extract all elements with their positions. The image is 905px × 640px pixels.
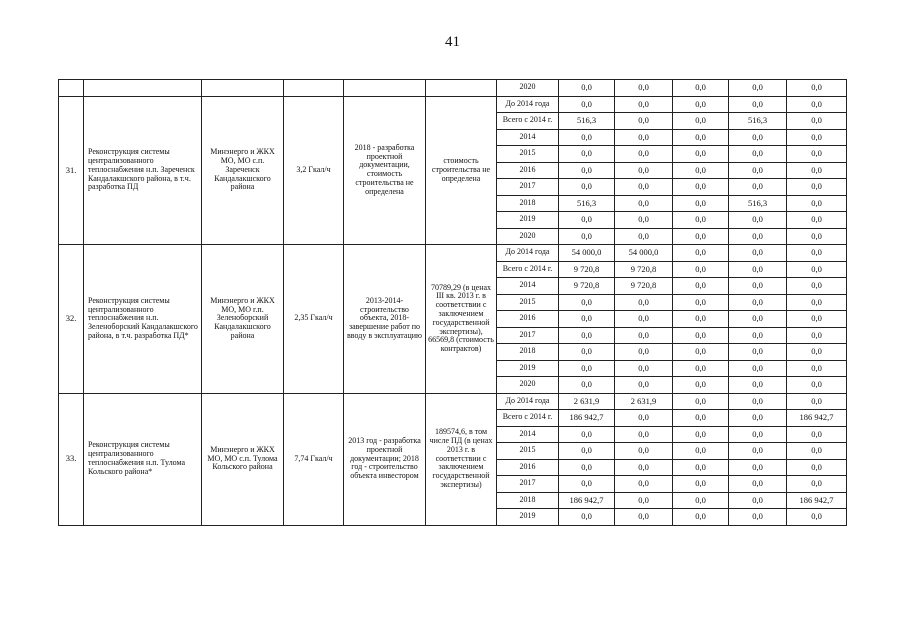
value-cell: 0,0 bbox=[729, 492, 787, 509]
value-cell: 9 720,8 bbox=[559, 261, 615, 278]
value-cell: 0,0 bbox=[787, 162, 847, 179]
investment-table bbox=[58, 79, 847, 526]
value-cell: 0,0 bbox=[729, 245, 787, 262]
value-cell: 0,0 bbox=[559, 360, 615, 377]
value-cell: 0,0 bbox=[729, 377, 787, 394]
year-cell: 2016 bbox=[497, 162, 559, 179]
value-cell: 0,0 bbox=[787, 129, 847, 146]
value-cell: 0,0 bbox=[673, 212, 729, 229]
value-cell: 0,0 bbox=[615, 476, 673, 493]
value-cell: 54 000,0 bbox=[615, 245, 673, 262]
value-cell: 0,0 bbox=[787, 311, 847, 328]
value-cell: 0,0 bbox=[615, 360, 673, 377]
cell-blank bbox=[202, 80, 284, 97]
year-cell: 2017 bbox=[497, 327, 559, 344]
year-cell: 2016 bbox=[497, 459, 559, 476]
value-cell: 0,0 bbox=[787, 179, 847, 196]
value-cell: 0,0 bbox=[729, 129, 787, 146]
value-cell: 516,3 bbox=[729, 113, 787, 130]
value-cell: 0,0 bbox=[673, 129, 729, 146]
row-number: 32. bbox=[59, 245, 84, 394]
value-cell: 0,0 bbox=[615, 212, 673, 229]
value-cell: 0,0 bbox=[559, 327, 615, 344]
value-cell: 0,0 bbox=[615, 113, 673, 130]
value-cell: 0,0 bbox=[729, 360, 787, 377]
value-cell: 0,0 bbox=[673, 179, 729, 196]
value-cell: 0,0 bbox=[729, 410, 787, 427]
year-cell: Всего с 2014 г. bbox=[497, 261, 559, 278]
value-cell: 0,0 bbox=[615, 228, 673, 245]
value-cell: 0,0 bbox=[787, 113, 847, 130]
value-cell: 0,0 bbox=[729, 80, 787, 97]
value-cell: 0,0 bbox=[673, 509, 729, 526]
year-cell: 2017 bbox=[497, 476, 559, 493]
value-cell: 0,0 bbox=[787, 476, 847, 493]
capacity-cell: 2,35 Гкал/ч bbox=[284, 245, 344, 394]
value-cell: 0,0 bbox=[729, 393, 787, 410]
value-cell: 0,0 bbox=[729, 443, 787, 460]
value-cell: 0,0 bbox=[673, 443, 729, 460]
value-cell: 0,0 bbox=[615, 311, 673, 328]
year-cell: 2015 bbox=[497, 443, 559, 460]
value-cell: 0,0 bbox=[673, 311, 729, 328]
value-cell: 0,0 bbox=[559, 96, 615, 113]
cost-cell: 70789,29 (в ценах III кв. 2013 г. в соответствии с заключением государственной экспертизы), 66569,8 (стоимость контрактов) bbox=[426, 245, 497, 394]
value-cell: 0,0 bbox=[673, 261, 729, 278]
table-body bbox=[59, 80, 847, 526]
row-number: 33. bbox=[59, 393, 84, 525]
period-cell: 2013-2014- строительство объекта, 2018- завершение работ по вводу в эксплуатацию bbox=[344, 245, 426, 394]
year-cell: 2015 bbox=[497, 294, 559, 311]
project-name: Реконструкция системы централизованного теплоснабжения н.п. Зареченск Кандалакшского района, в т.ч. разработка ПД bbox=[84, 96, 202, 245]
year-cell: До 2014 года bbox=[497, 96, 559, 113]
responsible-cell: Минэнерго и ЖКХ МО, МО с.п. Тулома Кольского района bbox=[202, 393, 284, 525]
value-cell: 0,0 bbox=[729, 294, 787, 311]
value-cell: 0,0 bbox=[615, 426, 673, 443]
value-cell: 0,0 bbox=[559, 426, 615, 443]
value-cell: 0,0 bbox=[673, 344, 729, 361]
cell-blank bbox=[59, 80, 84, 97]
value-cell: 0,0 bbox=[615, 327, 673, 344]
value-cell: 0,0 bbox=[673, 195, 729, 212]
cell-blank bbox=[344, 80, 426, 97]
period-cell: 2013 год - разработка проектной документации; 2018 год - строительство объекта инвестором bbox=[344, 393, 426, 525]
value-cell: 0,0 bbox=[729, 162, 787, 179]
value-cell: 186 942,7 bbox=[787, 410, 847, 427]
value-cell: 2 631,9 bbox=[559, 393, 615, 410]
year-cell: Всего с 2014 г. bbox=[497, 113, 559, 130]
value-cell: 2 631,9 bbox=[615, 393, 673, 410]
value-cell: 0,0 bbox=[673, 113, 729, 130]
year-cell: 2015 bbox=[497, 146, 559, 163]
value-cell: 0,0 bbox=[673, 278, 729, 295]
value-cell: 0,0 bbox=[559, 509, 615, 526]
cell-blank bbox=[84, 80, 202, 97]
value-cell: 0,0 bbox=[729, 459, 787, 476]
value-cell: 0,0 bbox=[729, 146, 787, 163]
table-row bbox=[59, 96, 847, 113]
capacity-cell: 7,74 Гкал/ч bbox=[284, 393, 344, 525]
value-cell: 0,0 bbox=[559, 80, 615, 97]
value-cell: 0,0 bbox=[673, 146, 729, 163]
value-cell: 9 720,8 bbox=[615, 278, 673, 295]
value-cell: 0,0 bbox=[559, 228, 615, 245]
value-cell: 0,0 bbox=[787, 261, 847, 278]
value-cell: 516,3 bbox=[559, 113, 615, 130]
value-cell: 0,0 bbox=[729, 96, 787, 113]
responsible-cell: Минэнерго и ЖКХ МО, МО с.п. Зареченск Кандалакшского района bbox=[202, 96, 284, 245]
period-cell: 2018 - разработка проектной документации, стоимость строительства не определена bbox=[344, 96, 426, 245]
value-cell: 0,0 bbox=[729, 212, 787, 229]
page-number: 41 bbox=[445, 34, 460, 50]
value-cell: 0,0 bbox=[673, 80, 729, 97]
table-row bbox=[59, 393, 847, 410]
value-cell: 0,0 bbox=[559, 146, 615, 163]
value-cell: 516,3 bbox=[729, 195, 787, 212]
value-cell: 0,0 bbox=[615, 410, 673, 427]
value-cell: 186 942,7 bbox=[559, 410, 615, 427]
value-cell: 0,0 bbox=[787, 80, 847, 97]
value-cell: 0,0 bbox=[615, 146, 673, 163]
year-cell: До 2014 года bbox=[497, 245, 559, 262]
value-cell: 0,0 bbox=[615, 344, 673, 361]
value-cell: 0,0 bbox=[787, 509, 847, 526]
capacity-cell: 3,2 Гкал/ч bbox=[284, 96, 344, 245]
value-cell: 0,0 bbox=[615, 492, 673, 509]
value-cell: 0,0 bbox=[615, 509, 673, 526]
cost-cell: 189574,6, в том числе ПД (в ценах 2013 г. в соответствии с заключением государственной экспертизы) bbox=[426, 393, 497, 525]
value-cell: 0,0 bbox=[787, 278, 847, 295]
value-cell: 0,0 bbox=[615, 129, 673, 146]
project-name: Реконструкция системы централизованного теплоснабжения н.п. Зеленоборский Кандалакшского района, в т.ч. разработка ПД* bbox=[84, 245, 202, 394]
year-cell: 2020 bbox=[497, 228, 559, 245]
value-cell: 0,0 bbox=[615, 443, 673, 460]
year-cell: 2014 bbox=[497, 426, 559, 443]
value-cell: 0,0 bbox=[559, 443, 615, 460]
value-cell: 0,0 bbox=[559, 377, 615, 394]
value-cell: 0,0 bbox=[673, 327, 729, 344]
value-cell: 0,0 bbox=[559, 459, 615, 476]
value-cell: 0,0 bbox=[673, 377, 729, 394]
value-cell: 0,0 bbox=[559, 179, 615, 196]
value-cell: 0,0 bbox=[615, 459, 673, 476]
year-cell: 2018 bbox=[497, 344, 559, 361]
value-cell: 0,0 bbox=[673, 410, 729, 427]
value-cell: 0,0 bbox=[559, 212, 615, 229]
value-cell: 0,0 bbox=[673, 426, 729, 443]
value-cell: 0,0 bbox=[615, 377, 673, 394]
value-cell: 54 000,0 bbox=[559, 245, 615, 262]
value-cell: 0,0 bbox=[729, 476, 787, 493]
responsible-cell: Минэнерго и ЖКХ МО, МО г.п. Зеленоборский Кандалакшского района bbox=[202, 245, 284, 394]
value-cell: 0,0 bbox=[559, 476, 615, 493]
value-cell: 0,0 bbox=[559, 162, 615, 179]
value-cell: 0,0 bbox=[559, 129, 615, 146]
value-cell: 0,0 bbox=[729, 261, 787, 278]
value-cell: 0,0 bbox=[787, 377, 847, 394]
value-cell: 0,0 bbox=[673, 96, 729, 113]
year-cell: До 2014 года bbox=[497, 393, 559, 410]
value-cell: 0,0 bbox=[787, 344, 847, 361]
value-cell: 0,0 bbox=[787, 146, 847, 163]
year-cell: 2020 bbox=[497, 377, 559, 394]
project-name: Реконструкция системы централизованного теплоснабжения н.п. Тулома Кольского района* bbox=[84, 393, 202, 525]
value-cell: 0,0 bbox=[787, 327, 847, 344]
value-cell: 0,0 bbox=[729, 426, 787, 443]
value-cell: 0,0 bbox=[729, 327, 787, 344]
value-cell: 9 720,8 bbox=[615, 261, 673, 278]
value-cell: 0,0 bbox=[673, 360, 729, 377]
value-cell: 0,0 bbox=[787, 426, 847, 443]
value-cell: 0,0 bbox=[729, 179, 787, 196]
year-cell: 2014 bbox=[497, 129, 559, 146]
value-cell: 0,0 bbox=[559, 294, 615, 311]
year-cell: Всего с 2014 г. bbox=[497, 410, 559, 427]
cell-blank bbox=[284, 80, 344, 97]
value-cell: 0,0 bbox=[787, 96, 847, 113]
cell-blank bbox=[426, 80, 497, 97]
value-cell: 0,0 bbox=[615, 179, 673, 196]
value-cell: 0,0 bbox=[673, 162, 729, 179]
year-cell: 2020 bbox=[497, 80, 559, 97]
value-cell: 0,0 bbox=[729, 509, 787, 526]
year-cell: 2019 bbox=[497, 212, 559, 229]
value-cell: 0,0 bbox=[729, 344, 787, 361]
year-cell: 2016 bbox=[497, 311, 559, 328]
value-cell: 0,0 bbox=[673, 228, 729, 245]
value-cell: 0,0 bbox=[615, 294, 673, 311]
value-cell: 9 720,8 bbox=[559, 278, 615, 295]
year-cell: 2018 bbox=[497, 195, 559, 212]
value-cell: 516,3 bbox=[559, 195, 615, 212]
value-cell: 0,0 bbox=[729, 311, 787, 328]
value-cell: 0,0 bbox=[787, 212, 847, 229]
table-row-top bbox=[59, 80, 847, 97]
value-cell: 0,0 bbox=[559, 311, 615, 328]
value-cell: 0,0 bbox=[559, 344, 615, 361]
value-cell: 0,0 bbox=[787, 195, 847, 212]
value-cell: 0,0 bbox=[787, 459, 847, 476]
value-cell: 0,0 bbox=[729, 228, 787, 245]
value-cell: 0,0 bbox=[673, 459, 729, 476]
year-cell: 2017 bbox=[497, 179, 559, 196]
value-cell: 0,0 bbox=[615, 162, 673, 179]
value-cell: 0,0 bbox=[673, 294, 729, 311]
value-cell: 0,0 bbox=[787, 360, 847, 377]
value-cell: 0,0 bbox=[673, 245, 729, 262]
value-cell: 0,0 bbox=[787, 443, 847, 460]
year-cell: 2019 bbox=[497, 360, 559, 377]
value-cell: 186 942,7 bbox=[787, 492, 847, 509]
value-cell: 0,0 bbox=[673, 476, 729, 493]
value-cell: 0,0 bbox=[787, 294, 847, 311]
value-cell: 0,0 bbox=[615, 96, 673, 113]
value-cell: 0,0 bbox=[729, 278, 787, 295]
value-cell: 0,0 bbox=[615, 80, 673, 97]
row-number: 31. bbox=[59, 96, 84, 245]
table-row bbox=[59, 245, 847, 262]
value-cell: 0,0 bbox=[673, 492, 729, 509]
value-cell: 186 942,7 bbox=[559, 492, 615, 509]
value-cell: 0,0 bbox=[787, 245, 847, 262]
value-cell: 0,0 bbox=[787, 228, 847, 245]
value-cell: 0,0 bbox=[615, 195, 673, 212]
value-cell: 0,0 bbox=[787, 393, 847, 410]
cost-cell: стоимость строительства не определена bbox=[426, 96, 497, 245]
year-cell: 2019 bbox=[497, 509, 559, 526]
year-cell: 2018 bbox=[497, 492, 559, 509]
year-cell: 2014 bbox=[497, 278, 559, 295]
value-cell: 0,0 bbox=[673, 393, 729, 410]
